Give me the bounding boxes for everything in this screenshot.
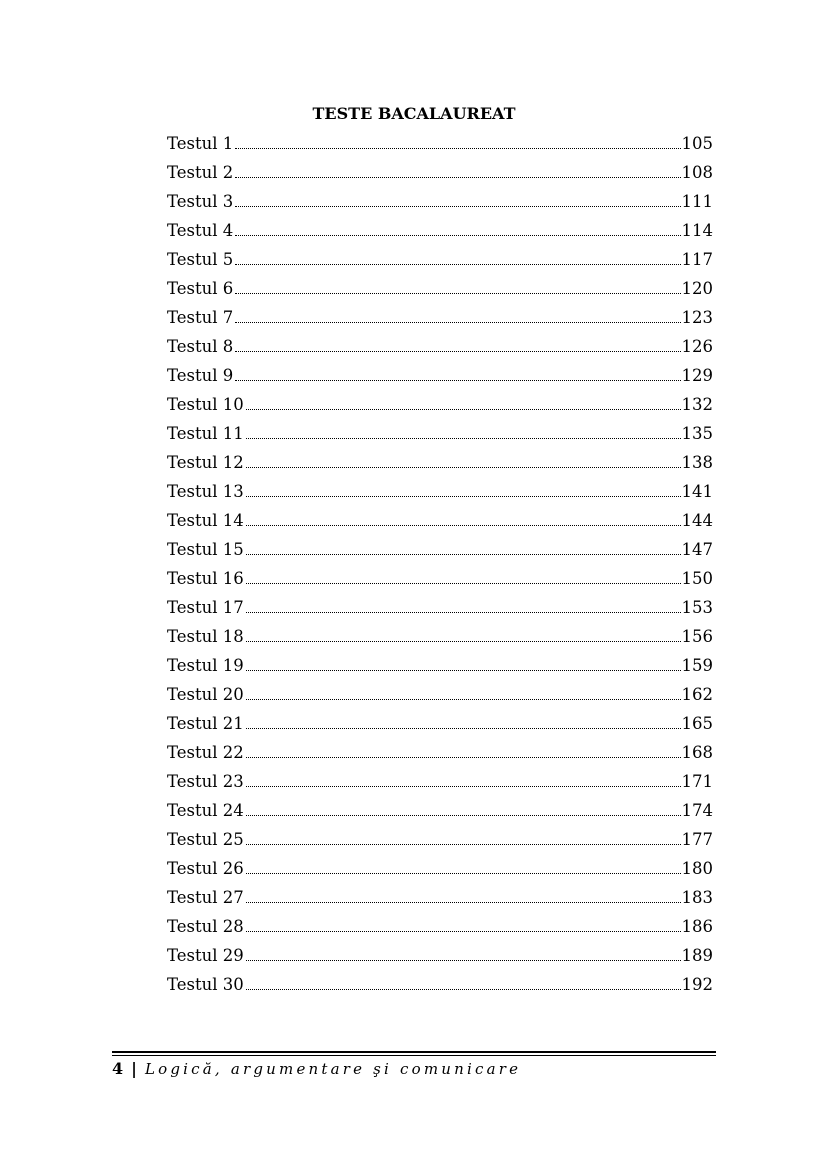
dot-leader (235, 321, 680, 323)
toc-entry-page: 174 (681, 801, 713, 820)
toc-entry[interactable] (167, 741, 713, 770)
toc-entry[interactable] (167, 770, 713, 799)
toc-entry-title: Testul 21 (167, 714, 244, 733)
toc-entry-page: 105 (681, 134, 713, 153)
dot-leader (246, 553, 681, 555)
footer-rule-thin (112, 1055, 716, 1056)
toc-entry-title: Testul 18 (167, 627, 244, 646)
toc-entry-title: Testul 15 (167, 540, 244, 559)
page-number: 4 (112, 1059, 124, 1078)
toc-entry-page: 144 (681, 511, 713, 530)
toc-entry[interactable] (167, 161, 713, 190)
toc-entry-title: Testul 6 (167, 279, 234, 298)
toc-entry-page: 126 (681, 337, 713, 356)
toc-entry-page: 192 (681, 975, 713, 994)
dot-leader (246, 988, 681, 990)
toc-entry-page: 129 (681, 366, 713, 385)
toc-entry-page: 135 (681, 424, 713, 443)
dot-leader (235, 205, 680, 207)
toc-entry-page: 177 (681, 830, 713, 849)
toc-entry[interactable] (167, 973, 713, 1002)
toc-entry-title: Testul 17 (167, 598, 244, 617)
dot-leader (235, 350, 680, 352)
dot-leader (246, 814, 681, 816)
toc-entry-title: Testul 3 (167, 192, 234, 211)
toc-entry-title: Testul 7 (167, 308, 234, 327)
toc-entry-title: Testul 27 (167, 888, 244, 907)
toc-entry-title: Testul 19 (167, 656, 244, 675)
toc-entry[interactable] (167, 190, 713, 219)
toc-entry-page: 165 (681, 714, 713, 733)
dot-leader (235, 263, 680, 265)
footer-rule (112, 1051, 716, 1053)
toc-entry-title: Testul 11 (167, 424, 244, 443)
toc-entry-title: Testul 16 (167, 569, 244, 588)
toc-entry-page: 153 (681, 598, 713, 617)
toc-entry-page: 156 (681, 627, 713, 646)
dot-leader (235, 147, 680, 149)
toc-entry[interactable] (167, 596, 713, 625)
dot-leader (246, 872, 681, 874)
toc-entry-page: 183 (681, 888, 713, 907)
dot-leader (246, 437, 681, 439)
dot-leader (246, 930, 681, 932)
dot-leader (246, 582, 681, 584)
toc-entry-title: Testul 30 (167, 975, 244, 994)
toc-entry-title: Testul 10 (167, 395, 244, 414)
toc-entry-title: Testul 23 (167, 772, 244, 791)
dot-leader (235, 292, 680, 294)
dot-leader (235, 379, 680, 381)
toc-entry-title: Testul 20 (167, 685, 244, 704)
toc-entry-title: Testul 12 (167, 453, 244, 472)
dot-leader (246, 495, 681, 497)
toc-entry[interactable] (167, 509, 713, 538)
toc-entry-page: 111 (681, 192, 713, 211)
toc-entry-page: 150 (681, 569, 713, 588)
toc-entry-title: Testul 8 (167, 337, 234, 356)
toc-entry-page: 147 (681, 540, 713, 559)
toc-entry[interactable] (167, 248, 713, 277)
toc-entry[interactable] (167, 915, 713, 944)
toc-entry[interactable] (167, 799, 713, 828)
dot-leader (246, 843, 681, 845)
toc-entry-title: Testul 28 (167, 917, 244, 936)
table-of-contents (167, 132, 713, 1002)
dot-leader (246, 959, 681, 961)
book-title: Logică, argumentare şi comunicare (144, 1060, 522, 1078)
dot-leader (235, 234, 680, 236)
dot-leader (246, 727, 681, 729)
toc-entry[interactable] (167, 277, 713, 306)
toc-entry-title: Testul 1 (167, 134, 234, 153)
toc-entry[interactable] (167, 857, 713, 886)
toc-entry-title: Testul 13 (167, 482, 244, 501)
toc-entry[interactable] (167, 335, 713, 364)
toc-entry-title: Testul 4 (167, 221, 234, 240)
toc-entry[interactable] (167, 944, 713, 973)
toc-entry-title: Testul 29 (167, 946, 244, 965)
toc-entry[interactable] (167, 422, 713, 451)
toc-entry[interactable] (167, 828, 713, 857)
toc-entry-title: Testul 22 (167, 743, 244, 762)
toc-entry-page: 138 (681, 453, 713, 472)
section-heading: TESTE BACALAUREAT (312, 104, 516, 123)
dot-leader (246, 640, 681, 642)
page-footer (112, 1058, 521, 1080)
dot-leader (246, 611, 681, 613)
toc-entry[interactable] (167, 567, 713, 596)
toc-entry[interactable] (167, 219, 713, 248)
toc-entry-title: Testul 9 (167, 366, 234, 385)
toc-entry[interactable] (167, 132, 713, 161)
dot-leader (246, 756, 681, 758)
toc-entry-title: Testul 26 (167, 859, 244, 878)
toc-entry[interactable] (167, 538, 713, 567)
toc-entry[interactable] (167, 306, 713, 335)
toc-entry-page: 114 (681, 221, 713, 240)
toc-entry[interactable] (167, 712, 713, 741)
toc-entry-page: 117 (681, 250, 713, 269)
toc-entry-page: 171 (681, 772, 713, 791)
toc-entry-page: 180 (681, 859, 713, 878)
toc-entry-page: 108 (681, 163, 713, 182)
toc-entry-title: Testul 2 (167, 163, 234, 182)
toc-entry[interactable] (167, 451, 713, 480)
toc-entry[interactable] (167, 886, 713, 915)
toc-entry-page: 132 (681, 395, 713, 414)
toc-entry-page: 168 (681, 743, 713, 762)
toc-entry[interactable] (167, 364, 713, 393)
toc-entry[interactable] (167, 654, 713, 683)
dot-leader (246, 901, 681, 903)
toc-entry-page: 159 (681, 656, 713, 675)
toc-entry-page: 120 (681, 279, 713, 298)
dot-leader (246, 466, 681, 468)
toc-entry-title: Testul 24 (167, 801, 244, 820)
toc-entry-page: 141 (681, 482, 713, 501)
toc-entry-title: Testul 14 (167, 511, 244, 530)
toc-entry-page: 123 (681, 308, 713, 327)
toc-entry-title: Testul 25 (167, 830, 244, 849)
toc-entry-title: Testul 5 (167, 250, 234, 269)
toc-entry[interactable] (167, 625, 713, 654)
toc-entry[interactable] (167, 480, 713, 509)
dot-leader (246, 524, 681, 526)
toc-entry-page: 162 (681, 685, 713, 704)
toc-entry-page: 186 (681, 917, 713, 936)
footer-separator: | (131, 1059, 137, 1078)
toc-entry[interactable] (167, 683, 713, 712)
dot-leader (246, 785, 681, 787)
dot-leader (235, 176, 680, 178)
dot-leader (246, 408, 681, 410)
toc-entry[interactable] (167, 393, 713, 422)
dot-leader (246, 669, 681, 671)
dot-leader (246, 698, 681, 700)
toc-entry-page: 189 (681, 946, 713, 965)
